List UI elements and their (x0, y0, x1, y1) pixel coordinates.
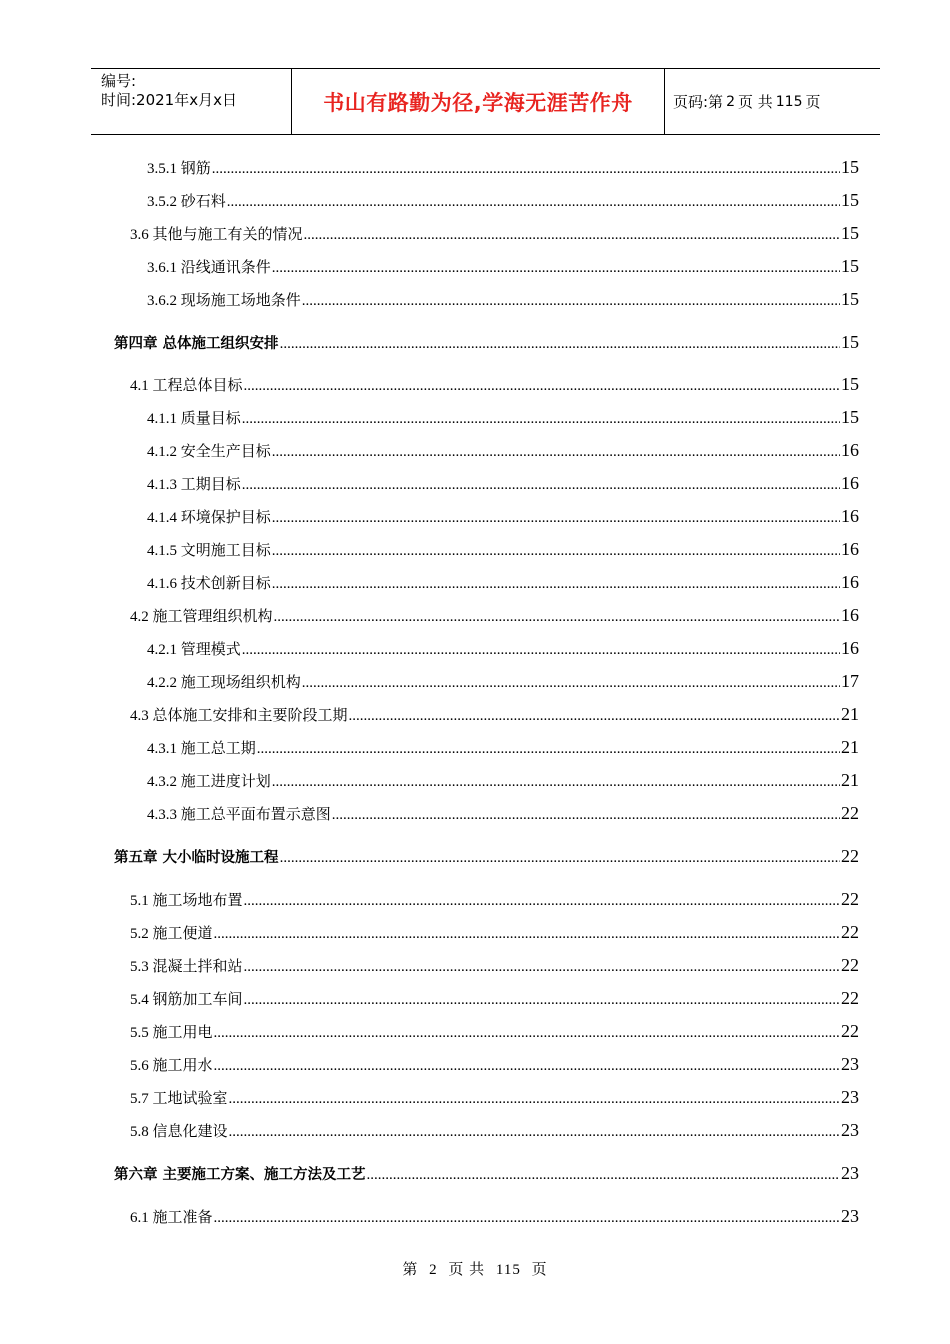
toc-entry[interactable] (147, 473, 859, 495)
toc-entry-page: 15 (841, 157, 859, 177)
toc-entry-page: 16 (841, 539, 859, 559)
toc-entry-title: 第四章 总体施工组织安排 (114, 336, 279, 352)
toc-entry-title: 4.3.3 施工总平面布置示意图 (147, 807, 331, 823)
header-motto: 书山有路勤为径,学海无涯苦作舟 (292, 69, 665, 134)
toc-dot-leader (214, 1058, 840, 1075)
toc-entry-page: 15 (841, 289, 859, 309)
toc-entry-page: 21 (841, 737, 859, 757)
toc-entry-title: 4.2.2 施工现场组织机构 (147, 675, 301, 691)
toc-entry-page: 23 (841, 1206, 859, 1226)
toc-entry[interactable] (147, 671, 859, 693)
toc-entry-page: 22 (841, 955, 859, 975)
toc-entry-page: 23 (841, 1087, 859, 1107)
toc-entry-page: 22 (841, 922, 859, 942)
header-page-suffix: 页 (805, 93, 821, 111)
toc-entry-title: 4.1.5 文明施工目标 (147, 543, 271, 559)
toc-entry[interactable] (114, 846, 859, 868)
toc-entry-title: 6.1 施工准备 (130, 1210, 213, 1226)
toc-dot-leader (244, 992, 840, 1009)
toc-dot-leader (332, 807, 840, 824)
toc-entry-page: 22 (841, 889, 859, 909)
toc-entry-page: 22 (841, 988, 859, 1008)
toc-entry-page: 21 (841, 704, 859, 724)
toc-dot-leader (242, 642, 840, 659)
toc-dot-leader (229, 1124, 840, 1141)
toc-entry-page: 23 (841, 1120, 859, 1140)
toc-dot-leader (242, 477, 840, 494)
toc-entry-title: 5.2 施工便道 (130, 926, 213, 942)
toc-entry-page: 21 (841, 770, 859, 790)
toc-entry[interactable] (130, 1206, 859, 1228)
footer-total: 115 (495, 1262, 521, 1278)
toc-entry[interactable] (130, 1120, 859, 1142)
toc-dot-leader (302, 293, 840, 310)
toc-entry-page: 16 (841, 440, 859, 460)
toc-entry[interactable] (147, 440, 859, 462)
toc-entry-title: 4.2 施工管理组织机构 (130, 609, 273, 625)
toc-dot-leader (244, 959, 840, 976)
toc-entry[interactable] (130, 922, 859, 944)
toc-entry-title: 5.1 施工场地布置 (130, 893, 243, 909)
toc-dot-leader (244, 893, 840, 910)
toc-entry-page: 15 (841, 190, 859, 210)
footer-mid: 页 共 (448, 1262, 486, 1278)
toc-dot-leader (272, 444, 840, 461)
toc-entry-title: 3.6.2 现场施工场地条件 (147, 293, 301, 309)
toc-entry-page: 23 (841, 1163, 859, 1183)
toc-dot-leader (272, 543, 840, 560)
toc-entry[interactable] (147, 638, 859, 660)
toc-entry[interactable] (147, 572, 859, 594)
toc-entry[interactable] (147, 289, 859, 311)
toc-entry-title: 4.3.2 施工进度计划 (147, 774, 271, 790)
toc-entry-title: 5.5 施工用电 (130, 1025, 213, 1041)
toc-dot-leader (229, 1091, 840, 1108)
toc-entry[interactable] (130, 223, 859, 245)
toc-entry[interactable] (130, 704, 859, 726)
toc-entry[interactable] (130, 605, 859, 627)
toc-entry-title: 3.6.1 沿线通讯条件 (147, 260, 271, 276)
footer-suffix: 页 (531, 1262, 548, 1278)
toc-entry-title: 第六章 主要施工方案、施工方法及工艺 (114, 1167, 366, 1183)
toc-entry-page: 22 (841, 803, 859, 823)
toc-entry-page: 15 (841, 407, 859, 427)
toc-entry-page: 16 (841, 572, 859, 592)
toc-entry-page: 15 (841, 223, 859, 243)
toc-dot-leader (280, 850, 840, 867)
toc-entry[interactable] (130, 889, 859, 911)
toc-dot-leader (214, 1210, 840, 1227)
toc-entry-title: 3.5.2 砂石料 (147, 194, 226, 210)
toc-entry[interactable] (130, 988, 859, 1010)
toc-entry-title: 5.6 施工用水 (130, 1058, 213, 1074)
toc-dot-leader (227, 194, 840, 211)
toc-entry-title: 第五章 大小临时设施工程 (114, 850, 279, 866)
toc-entry-title: 4.3 总体施工安排和主要阶段工期 (130, 708, 348, 724)
toc-entry-title: 5.7 工地试验室 (130, 1091, 228, 1107)
toc-entry-page: 22 (841, 846, 859, 866)
toc-dot-leader (302, 675, 840, 692)
toc-entry[interactable] (147, 157, 859, 179)
toc-entry[interactable] (147, 190, 859, 212)
toc-entry[interactable] (130, 955, 859, 977)
toc-entry-page: 17 (841, 671, 859, 691)
toc-dot-leader (274, 609, 840, 626)
toc-entry-title: 5.8 信息化建设 (130, 1124, 228, 1140)
toc-dot-leader (242, 411, 840, 428)
toc-entry-page: 23 (841, 1054, 859, 1074)
toc-entry-title: 4.1.4 环境保护目标 (147, 510, 271, 526)
toc-entry[interactable] (130, 1087, 859, 1109)
toc-dot-leader (272, 774, 840, 791)
toc-entry-page: 16 (841, 473, 859, 493)
toc-entry-page: 15 (841, 332, 859, 352)
toc-entry[interactable] (147, 407, 859, 429)
toc-entry-page: 16 (841, 638, 859, 658)
toc-entry-title: 5.4 钢筋加工车间 (130, 992, 243, 1008)
toc-dot-leader (367, 1167, 840, 1184)
doc-number-label: 编号: (101, 72, 137, 90)
toc-entry[interactable] (147, 539, 859, 561)
toc-dot-leader (244, 378, 840, 395)
toc-entry-title: 4.2.1 管理模式 (147, 642, 241, 658)
toc-entry[interactable] (147, 770, 859, 792)
toc-entry-page: 22 (841, 1021, 859, 1041)
toc-dot-leader (280, 336, 840, 353)
toc-dot-leader (257, 741, 840, 758)
header-page-info (665, 69, 880, 134)
toc-entry-title: 3.6 其他与施工有关的情况 (130, 227, 303, 243)
toc-dot-leader (272, 576, 840, 593)
toc-dot-leader (304, 227, 840, 244)
toc-entry-title: 4.1.2 安全生产目标 (147, 444, 271, 460)
toc-entry[interactable] (130, 1054, 859, 1076)
header-page-prefix: 页码:第 (673, 93, 724, 111)
toc-entry-title: 4.1.1 质量目标 (147, 411, 241, 427)
toc-entry-title: 4.1 工程总体目标 (130, 378, 243, 394)
page-footer (0, 1258, 950, 1279)
toc-entry[interactable] (130, 374, 859, 396)
toc-entry-page: 16 (841, 605, 859, 625)
toc-dot-leader (214, 1025, 840, 1042)
toc-entry[interactable] (147, 737, 859, 759)
toc-entry-title: 3.5.1 钢筋 (147, 161, 211, 177)
toc-entry-page: 15 (841, 374, 859, 394)
toc-entry[interactable] (147, 803, 859, 825)
header-page-total: 115 (775, 93, 803, 110)
toc-entry[interactable] (130, 1021, 859, 1043)
header-meta (91, 69, 292, 134)
toc-entry[interactable] (147, 256, 859, 278)
toc-dot-leader (212, 161, 840, 178)
toc-entry-page: 16 (841, 506, 859, 526)
toc-entry-page: 15 (841, 256, 859, 276)
toc-dot-leader (272, 510, 840, 527)
header-page-mid: 页 共 (737, 93, 773, 111)
toc-dot-leader (349, 708, 840, 725)
toc-entry-title: 4.1.6 技术创新目标 (147, 576, 271, 592)
footer-prefix: 第 (402, 1262, 419, 1278)
toc-entry-title: 4.1.3 工期目标 (147, 477, 241, 493)
toc-dot-leader (214, 926, 840, 943)
toc-entry-title: 4.3.1 施工总工期 (147, 741, 256, 757)
toc-dot-leader (272, 260, 840, 277)
toc-entry-title: 5.3 混凝土拌和站 (130, 959, 243, 975)
footer-current: 2 (429, 1262, 438, 1278)
page-header (91, 68, 880, 135)
header-page-current: 2 (726, 93, 735, 110)
toc-entry[interactable] (114, 1163, 859, 1185)
toc-entry[interactable] (114, 332, 859, 354)
toc-entry[interactable] (147, 506, 859, 528)
doc-time-label: 时间:2021年x月x日 (101, 91, 237, 109)
